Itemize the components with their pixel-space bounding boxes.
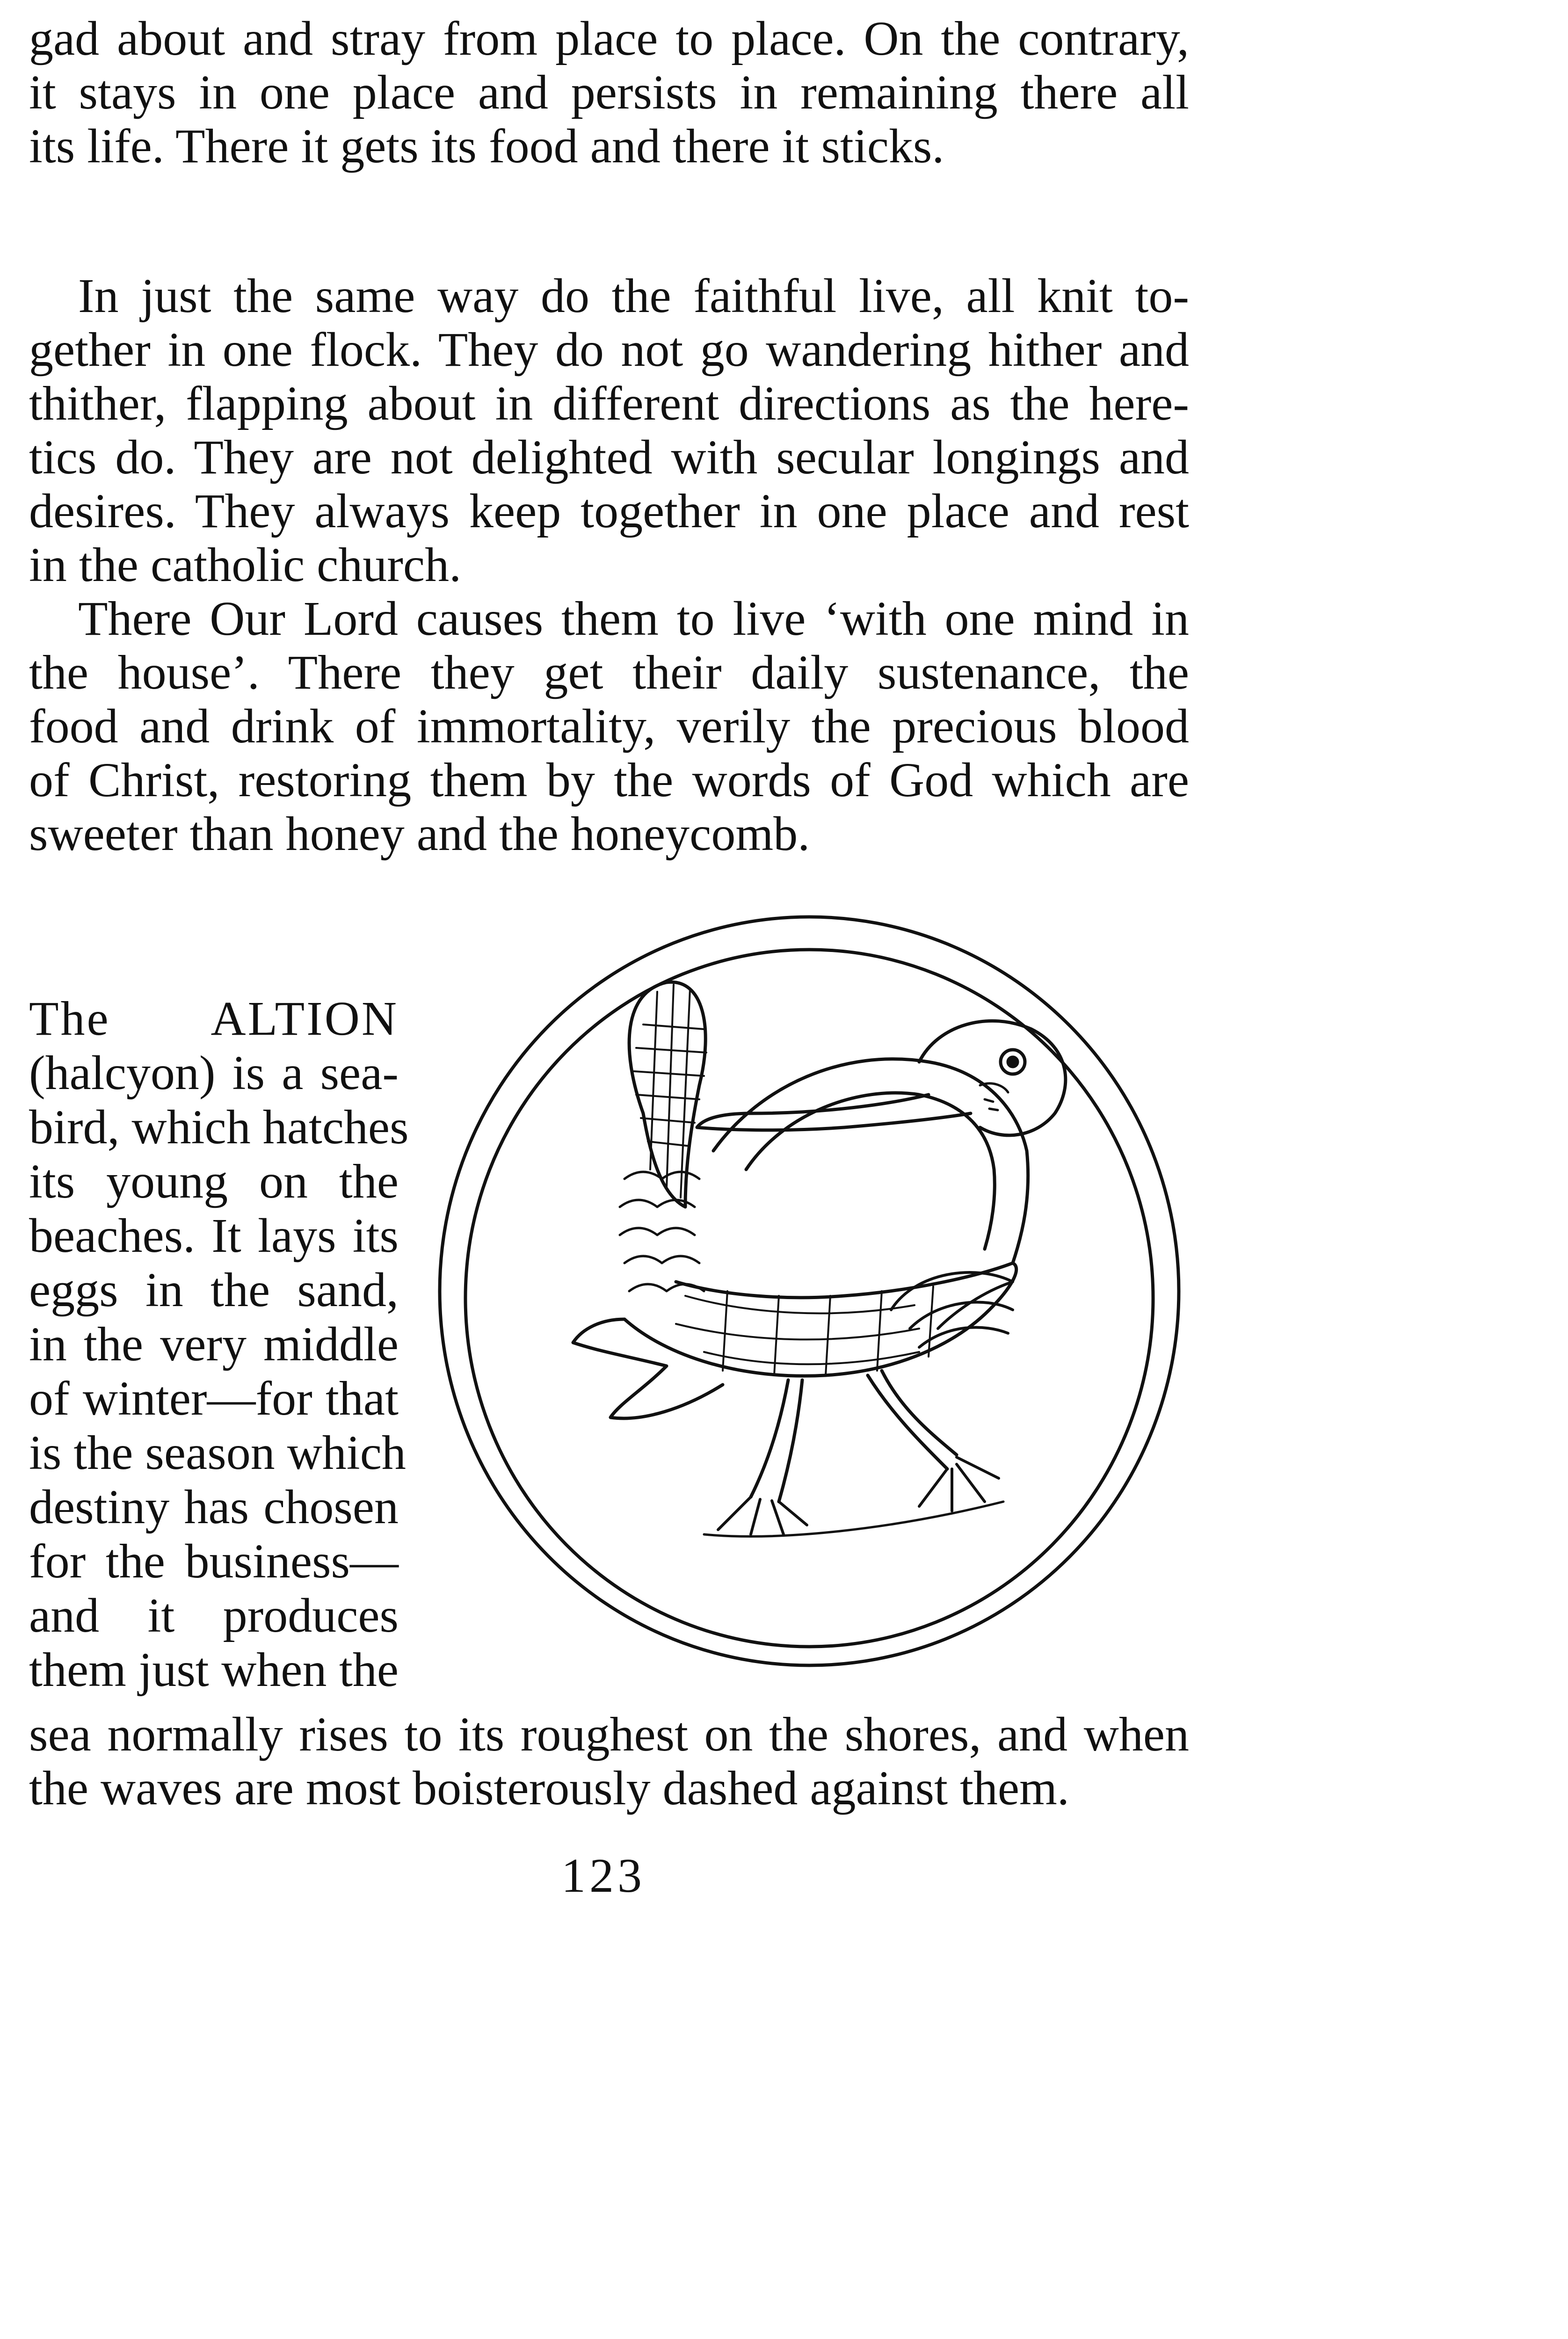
wing [891,1272,1013,1347]
text-line: tics do. They are not delighted with secular longings and [29,430,1189,484]
text-line: gad about and stray from place to place. On the contrary, [29,12,1189,65]
text-line: In just the same way do the faithful live, all knit to- [78,269,1189,323]
leg-left [751,1380,802,1502]
text-line: sea normally rises to its roughest on the shores, and when [29,1707,1189,1761]
body [624,1263,1016,1376]
text-line: of winter—for that [29,1372,399,1425]
foot-left [718,1497,807,1534]
text-line: for the business— [29,1534,399,1588]
text-line: beaches. It lays its [29,1209,399,1263]
altion-side-text [29,992,409,1697]
text-line: in the catholic church. [29,538,462,592]
outer-ring [440,917,1179,1665]
text-line: is the season which [29,1426,406,1480]
page-number: 123 [561,1849,646,1903]
text-line: bird, which hatches [29,1100,409,1154]
beak [697,1095,971,1130]
text-line: it stays in one place and persists in remaining there all [29,65,1189,119]
text-line: gether in one flock. They do not go wandering hither and [29,323,1189,377]
text-line: its life. There it gets its food and there it sticks. [29,119,944,173]
paragraph-1 [29,12,1189,173]
text-line: There Our Lord causes them to live ‘with one mind in [78,592,1189,646]
text-line: in the very middle [29,1317,399,1371]
text-line: its young on the [29,1155,399,1208]
text-line: destiny has chosen [29,1480,399,1534]
ground-line [704,1502,1003,1536]
paragraph-3 [29,592,1189,861]
text-line: the waves are most boisterously dashed against them. [29,1761,1069,1815]
text-line: desires. They always keep together in one place and rest [29,484,1189,538]
tail-base [573,1319,723,1418]
text-line: and it produces [29,1589,399,1642]
text-line: sweeter than honey and the honeycomb. [29,807,810,861]
paragraph-2 [29,269,1189,592]
leg-right [868,1371,957,1469]
foot-right [919,1457,999,1511]
text-line: the house’. There they get their daily sustenance, the [29,646,1189,699]
text-line: food and drink of immortality, verily the precious blood [29,699,1189,753]
text-line: eggs in the sand, [29,1263,399,1317]
text-line: (halcyon) is a sea- [29,1046,399,1100]
altion-continuation [29,1707,1189,1815]
text-line: thither, flapping about in different directions as the here- [29,377,1189,430]
text-line: of Christ, restoring them by the words of God which are [29,753,1189,807]
text-line: them just when the [29,1643,399,1697]
text-line: The ALTION [29,992,399,1046]
halcyon-illustration [423,908,1195,1675]
neck [713,1059,1028,1263]
